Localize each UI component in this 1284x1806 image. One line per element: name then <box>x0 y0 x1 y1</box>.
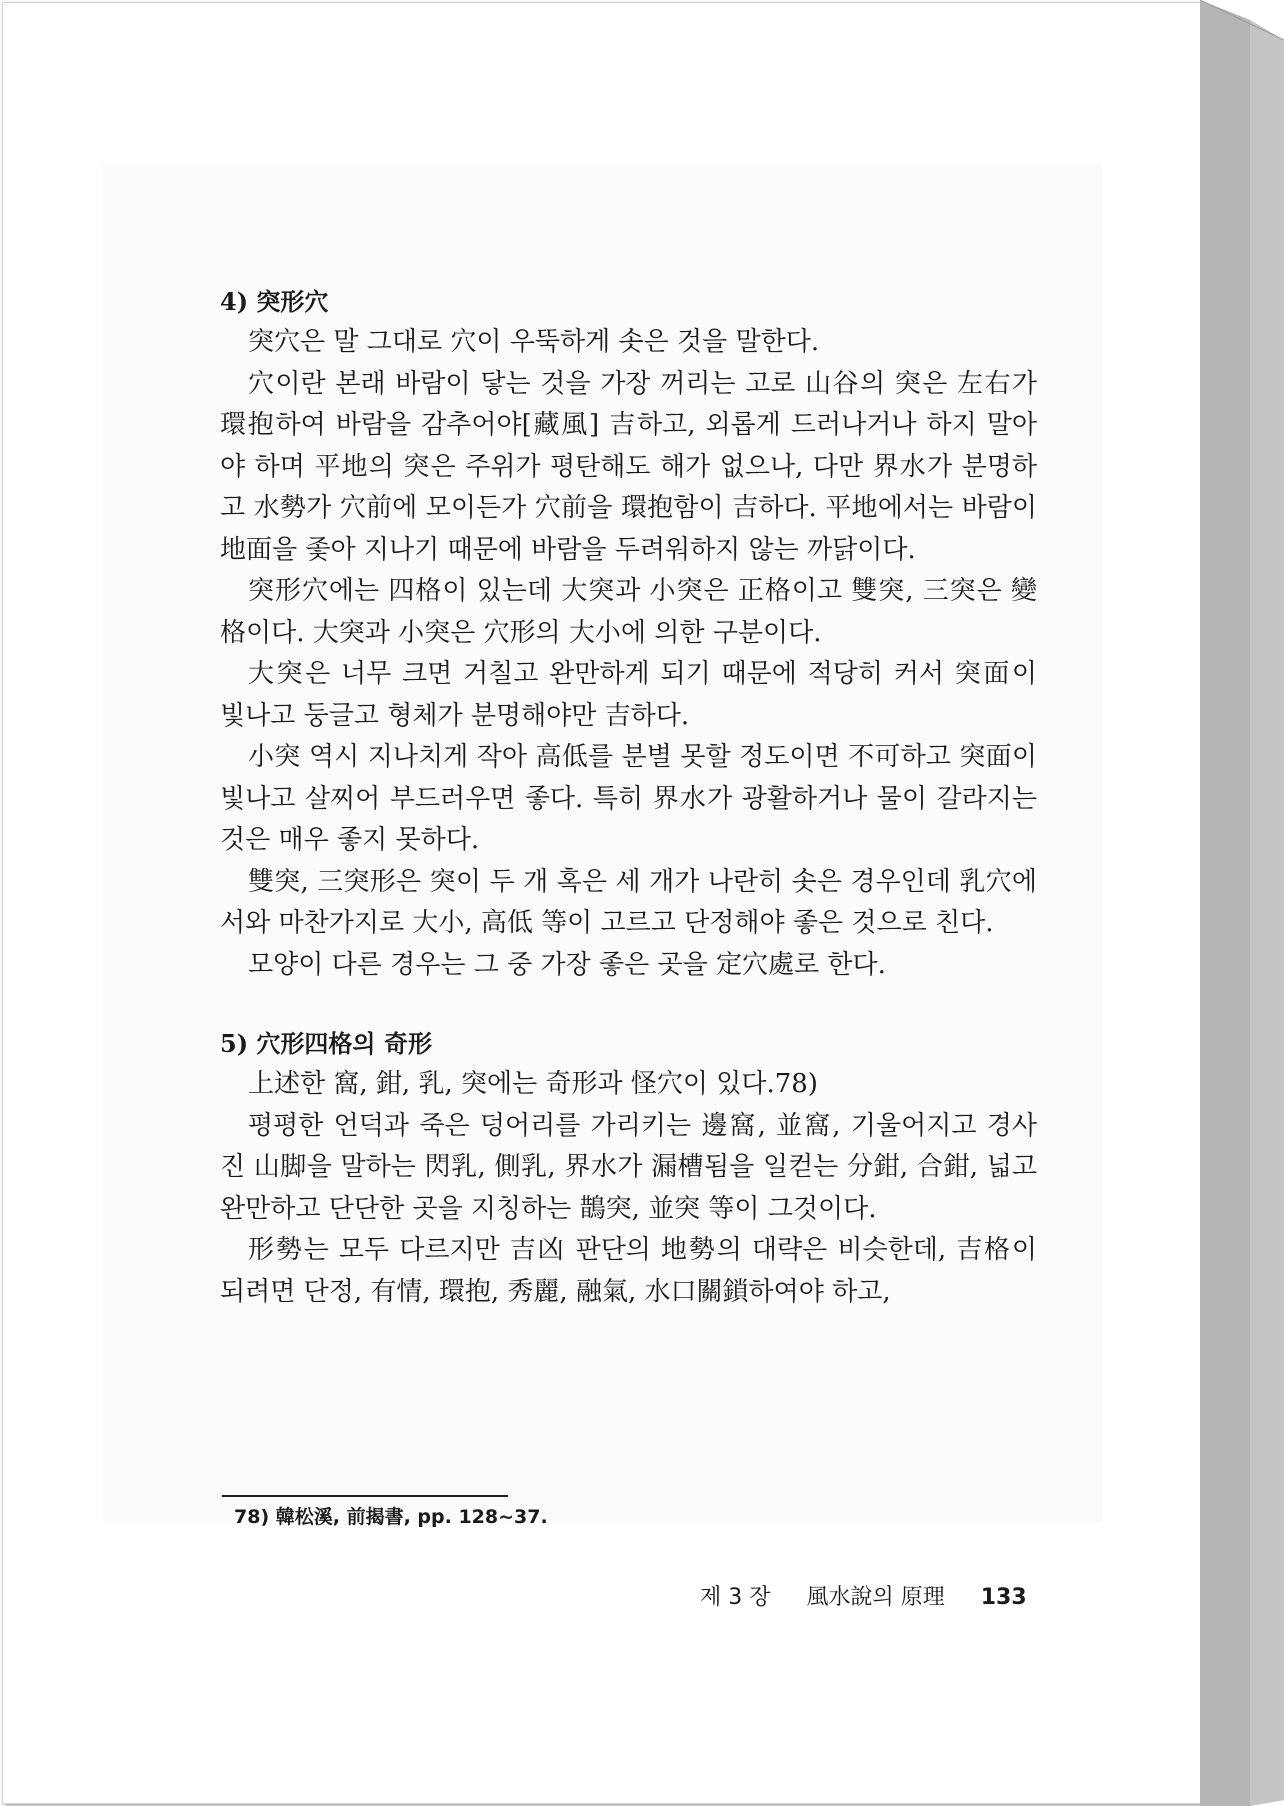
running-footer <box>700 1580 1027 1611</box>
section-heading-4: 4) 突形穴 <box>220 287 329 316</box>
paragraph: 穴이란 본래 바람이 닿는 것을 가장 꺼리는 고로 山谷의 突은 左右가 環抱하여 바람을 감추어야[藏風] 吉하고, 외롭게 드러나거나 하지 말아야 하며 平地의 突은 주위가 평탄해도 해가 없으나, 다만 界水가 분명하고 水勢가 穴前에 모이든가 穴前을 環抱함이 吉하다. 平地에서는 바람이 地面을 좇아 지나기 때문에 바람을 두려워하지 않는 까닭이다. <box>220 368 1037 565</box>
section-heading-5: 5) 穴形四格의 奇形 <box>220 1029 432 1058</box>
paragraph: 上述한 窩, 鉗, 乳, 突에는 奇形과 怪穴이 있다.78) <box>248 1069 818 1099</box>
footnote: 78) 韓松溪, 前揭書, pp. 128~37. <box>234 1506 548 1528</box>
page-body <box>220 282 1037 1313</box>
paragraph: 形勢는 모두 다르지만 吉凶 판단의 地勢의 대략은 비슷한데, 吉格이 되려면 단정, 有情, 環抱, 秀麗, 融氣, 水口關鎖하여야 하고, <box>220 1235 1037 1307</box>
book-edge <box>1200 0 1284 1806</box>
page-number: 133 <box>980 1585 1027 1610</box>
paragraph: 突穴은 말 그대로 穴이 우뚝하게 솟은 것을 말한다. <box>248 327 820 357</box>
chapter-title: 風水說의 原理 <box>806 1585 945 1610</box>
paragraph: 모양이 다른 경우는 그 중 가장 좋은 곳을 定穴處로 한다. <box>248 949 886 980</box>
chapter-label: 제 3 장 <box>700 1585 771 1610</box>
paragraph: 평평한 언덕과 죽은 덩어리를 가리키는 邊窩, 並窩, 기울어지고 경사진 山脚을 말하는 閃乳, 側乳, 界水가 漏槽됨을 일컫는 分鉗, 合鉗, 넓고 완만하고 단단한 곳을 지칭하는 鵲突, 並突 等이 그것이다. <box>220 1110 1037 1224</box>
footnote-rule <box>222 1495 508 1497</box>
paragraph: 雙突, 三突形은 突이 두 개 혹은 세 개가 나란히 솟은 경우인데 乳穴에서와 마찬가지로 大小, 高低 等이 고르고 단정해야 좋은 것으로 친다. <box>220 866 1037 938</box>
paragraph: 大突은 너무 크면 거칠고 완만하게 되기 때문에 적당히 커서 突面이 빛나고 둥글고 형체가 분명해야만 吉하다. <box>220 659 1037 731</box>
paragraph: 小突 역시 지나치게 작아 高低를 분별 못할 정도이면 不可하고 突面이 빛나고 살찌어 부드러우면 좋다. 특히 界水가 광활하거나 물이 갈라지는 것은 매우 좋지 못하다. <box>220 742 1037 855</box>
paragraph: 突形穴에는 四格이 있는데 大突과 小突은 正格이고 雙突, 三突은 變格이다. 大突과 小突은 穴形의 大小에 의한 구분이다. <box>220 576 1037 648</box>
